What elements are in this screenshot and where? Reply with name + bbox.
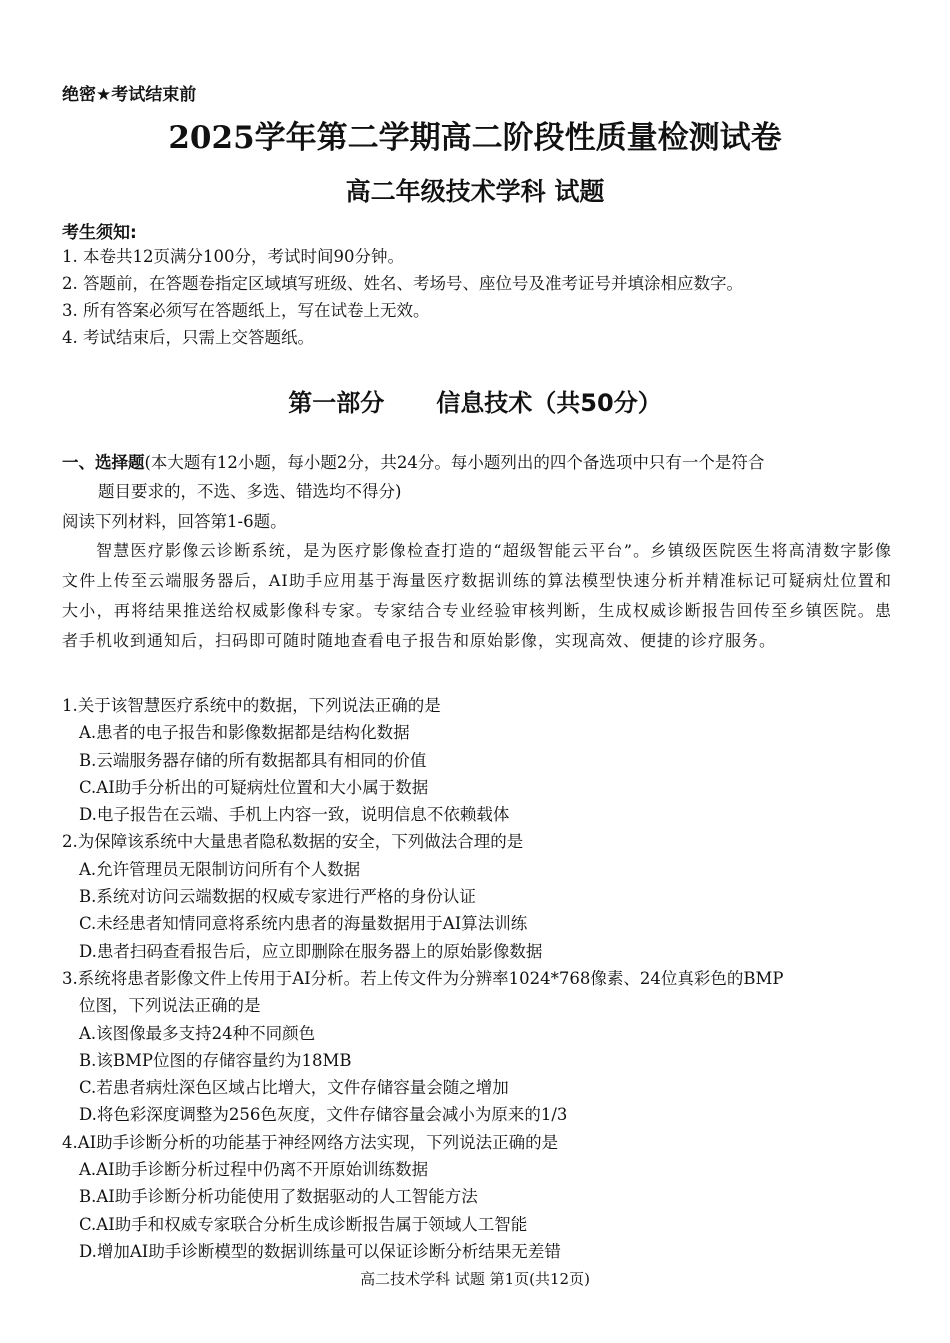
option-d: D.增加AI助手诊断模型的数据训练量可以保证诊断分析结果无差错 <box>79 1241 561 1261</box>
page-footer: 高二技术学科 试题 第1页(共12页) <box>360 1270 590 1288</box>
question-4 <box>62 1129 892 1265</box>
notice-list <box>62 243 892 351</box>
notice-item: 1. 本卷共12页满分100分，考试时间90分钟。 <box>62 247 404 266</box>
option-a: A.该图像最多支持24种不同颜色 <box>79 1023 316 1043</box>
option-d: D.将色彩深度调整为256色灰度，文件存储容量会减小为原来的1/3 <box>79 1105 568 1125</box>
confidential-mark: 绝密★考试结束前 <box>62 85 197 105</box>
question-1 <box>62 692 892 828</box>
question-stem: 4.AI助手诊断分析的功能基于神经网络方法实现，下列说法正确的是 <box>62 1132 559 1152</box>
question-stem: 2.为保障该系统中大量患者隐私数据的安全，下列做法合理的是 <box>62 832 524 852</box>
reading-instruction: 阅读下列材料，回答第1-6题。 <box>62 512 287 531</box>
part-label: 第一部分 <box>288 389 385 417</box>
material-text: 智慧医疗影像云诊断系统，是为医疗影像检查打造的“超级智能云平台”。乡镇级医院医生将高清数字影像文件上传至云端服务器后，AI助手应用基于海量医疗数据训练的算法模型快速分析并精准标记可疑病灶位置和大小，再将结果推送给权威影像科专家。专家结合专业经验审核判断，生成权威诊断报告回传至乡镇医院。患者手机收到通知后，扫码即可随时随地查看电子报告和原始影像，实现高效、便捷的诊疗服务。 <box>62 541 892 650</box>
option-b: B.该BMP位图的存储容量约为18MB <box>79 1050 352 1070</box>
option-c: C.AI助手和权威专家联合分析生成诊断报告属于领域人工智能 <box>79 1214 528 1234</box>
option-d: D.电子报告在云端、手机上内容一致，说明信息不依赖载体 <box>79 805 510 825</box>
option-c: C.若患者病灶深色区域占比增大，文件存储容量会随之增加 <box>79 1078 509 1098</box>
question-stem: 1.关于该智慧医疗系统中的数据，下列说法正确的是 <box>62 696 441 715</box>
option-a: A.AI助手诊断分析过程中仍离不开原始训练数据 <box>79 1160 429 1180</box>
notice-item: 3. 所有答案必须写在答题纸上，写在试卷上无效。 <box>62 301 430 320</box>
option-b: B.系统对访问云端数据的权威专家进行严格的身份认证 <box>79 887 476 907</box>
section-desc: (本大题有12小题，每小题2分，共24分。每小题列出的四个备选项中只有一个是符合 <box>144 453 765 472</box>
question-stem: 3.系统将患者影像文件上传用于AI分析。若上传文件为分辨率1024*768像素、24位真彩色的BMP <box>62 968 784 988</box>
option-a: A.允许管理员无限制访问所有个人数据 <box>79 859 361 879</box>
question-stem-cont: 位图，下列说法正确的是 <box>79 996 261 1016</box>
section-desc-cont: 题目要求的，不选、多选、错选均不得分) <box>98 482 402 501</box>
part-heading <box>0 383 950 418</box>
option-b: B.AI助手诊断分析功能使用了数据驱动的人工智能方法 <box>79 1187 478 1207</box>
option-c: C.未经患者知情同意将系统内患者的海量数据用于AI算法训练 <box>79 914 528 934</box>
option-d: D.患者扫码查看报告后，应立即删除在服务器上的原始影像数据 <box>79 941 543 961</box>
notice-heading: 考生须知: <box>62 223 137 243</box>
option-c: C.AI助手分析出的可疑病灶位置和大小属于数据 <box>79 777 429 797</box>
notice-item: 4. 考试结束后，只需上交答题纸。 <box>62 328 314 347</box>
section-heading <box>62 448 892 506</box>
exam-subtitle: 高二年级技术学科 试题 <box>345 177 605 206</box>
option-a: A.患者的电子报告和影像数据都是结构化数据 <box>79 723 410 743</box>
part-name: 信息技术（共50分） <box>436 389 662 417</box>
reading-material <box>62 536 892 656</box>
question-3 <box>62 965 892 1129</box>
option-b: B.云端服务器存储的所有数据都具有相同的价值 <box>79 750 427 770</box>
question-list <box>62 692 892 1265</box>
question-2 <box>62 828 892 964</box>
section-title: 一、选择题 <box>62 453 145 472</box>
notice-item: 2. 答题前，在答题卷指定区域填写班级、姓名、考场号、座位号及准考证号并填涂相应数字。 <box>62 274 743 293</box>
exam-title: 2025学年第二学期高二阶段性质量检测试卷 <box>168 120 782 156</box>
